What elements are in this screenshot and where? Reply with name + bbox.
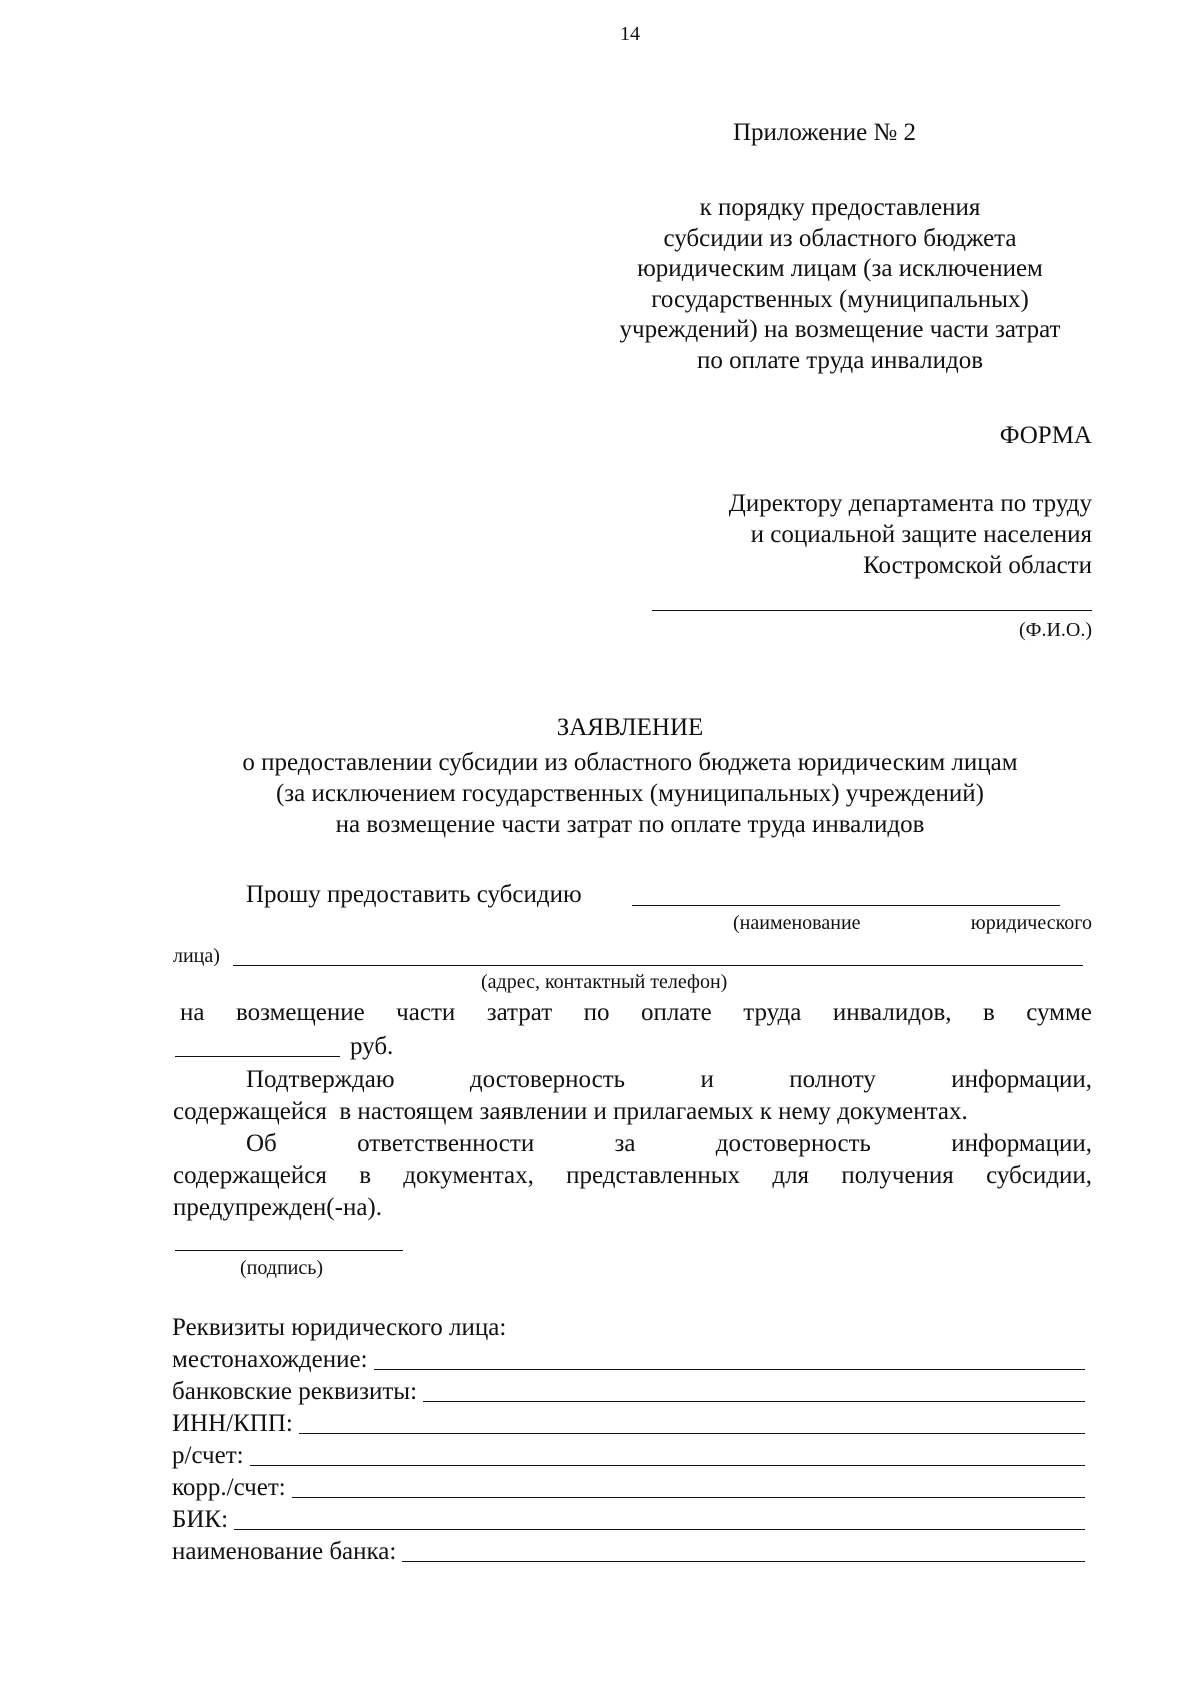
confirm-line-2: содержащейся в настоящем заявлении и прилагаемых к нему документах. [173, 1098, 968, 1125]
fio-caption: (Ф.И.О.) [1018, 619, 1092, 641]
amount-line[interactable] [175, 1056, 340, 1057]
word: содержащейся [173, 1162, 327, 1189]
requisite-label: корр./счет: [172, 1474, 286, 1501]
entity-name-line[interactable] [632, 905, 1060, 906]
appendix-reference [560, 193, 1120, 376]
requisite-label: БИК: [172, 1506, 229, 1533]
requisite-account[interactable] [172, 1441, 1085, 1471]
word: достоверность [715, 1130, 871, 1157]
form-label: ФОРМА [999, 422, 1092, 449]
word: труда [743, 999, 802, 1026]
responsibility-line-3: предупрежден(-на). [173, 1194, 383, 1221]
appendix-title: Приложение № 2 [733, 119, 917, 146]
signature-caption: (подпись) [240, 1257, 324, 1279]
appendix-line: по оплате труда инвалидов [696, 346, 984, 374]
word: за [614, 1130, 636, 1157]
entity-label: лица) [173, 945, 220, 967]
statement-title: ЗАЯВЛЕНИЕ [556, 714, 704, 741]
requisites-heading: Реквизиты юридического лица: [172, 1314, 507, 1341]
word: в [982, 999, 995, 1026]
request-text: Прошу предоставить субсидию [246, 881, 582, 908]
statement-subtitle [0, 747, 1200, 840]
word: субсидии, [986, 1162, 1092, 1189]
appendix-line: юридическим лицам (за исключением [637, 255, 1043, 282]
requisite-inn-kpp[interactable] [172, 1409, 1085, 1439]
currency-rub: руб. [350, 1033, 394, 1060]
word: информации, [951, 1130, 1092, 1157]
subtitle-line: (за исключением государственных (муниципальных) учреждений) [275, 780, 984, 807]
requisite-bank-name[interactable] [172, 1537, 1085, 1567]
requisite-fill-line[interactable] [250, 1465, 1085, 1466]
word: документах, [403, 1162, 534, 1189]
requisite-fill-line[interactable] [423, 1401, 1085, 1402]
requisite-fill-line[interactable] [299, 1433, 1085, 1434]
requisite-label: местонахождение: [172, 1346, 368, 1373]
addressee-line: Костромской области [863, 552, 1092, 579]
requisite-label: банковские реквизиты: [172, 1378, 418, 1405]
word: оплате [640, 999, 712, 1026]
subtitle-line: на возмещение части затрат по оплате труда инвалидов [335, 811, 925, 838]
reimbursement-line [180, 998, 1092, 1028]
requisite-fill-line[interactable] [374, 1369, 1085, 1370]
subtitle-line: о предоставлении субсидии из областного бюджета юридическим лицам [242, 749, 1018, 776]
requisite-bank-details[interactable] [172, 1377, 1085, 1407]
appendix-line: к порядку предоставления [699, 194, 981, 221]
caption-address: (адрес, контактный телефон) [481, 971, 728, 993]
fio-line[interactable] [652, 610, 1092, 611]
word: получения [841, 1162, 954, 1189]
responsibility-line-2 [173, 1161, 1092, 1191]
requisite-location[interactable] [172, 1345, 1085, 1375]
requisite-bik[interactable] [172, 1505, 1085, 1535]
word: затрат [486, 999, 553, 1026]
page-number: 14 [620, 23, 640, 45]
requisite-fill-line[interactable] [402, 1561, 1085, 1562]
word: представленных [566, 1162, 741, 1189]
word: инвалидов, [832, 999, 952, 1026]
word: информации, [951, 1066, 1092, 1093]
signature-line[interactable] [175, 1250, 403, 1251]
word: части [396, 999, 456, 1026]
requisite-fill-line[interactable] [234, 1529, 1085, 1530]
word: и [700, 1066, 714, 1093]
word: Об [246, 1130, 277, 1157]
word: достоверность [469, 1066, 626, 1093]
addressee-block [729, 488, 1092, 581]
word: возмещение [235, 999, 365, 1026]
appendix-line: государственных (муниципальных) [651, 285, 1029, 313]
word: в [359, 1162, 371, 1189]
requisite-label: ИНН/КПП: [172, 1410, 293, 1437]
address-line[interactable] [233, 965, 1083, 966]
caption-name-1: (наименование [733, 912, 861, 934]
addressee-line: Директору департамента по труду [728, 490, 1092, 517]
requisite-corr-account[interactable] [172, 1473, 1085, 1503]
addressee-line: и социальной защите населения [750, 521, 1092, 548]
word: Подтверждаю [246, 1066, 395, 1093]
word: сумме [1026, 999, 1092, 1026]
word: на [180, 999, 205, 1026]
requisite-label: наименование банка: [172, 1538, 397, 1565]
caption-name-2: юридического [970, 912, 1092, 934]
word: по [583, 999, 610, 1026]
requisite-label: р/счет: [172, 1442, 244, 1469]
appendix-line: субсидии из областного бюджета [663, 224, 1017, 252]
word: для [772, 1162, 810, 1189]
responsibility-line-1 [246, 1129, 1092, 1159]
word: ответственности [357, 1130, 535, 1157]
requisite-fill-line[interactable] [292, 1497, 1085, 1498]
appendix-line: учреждений) на возмещение части затрат [619, 316, 1061, 343]
confirm-line-1 [246, 1065, 1092, 1095]
word: полноту [789, 1066, 876, 1093]
